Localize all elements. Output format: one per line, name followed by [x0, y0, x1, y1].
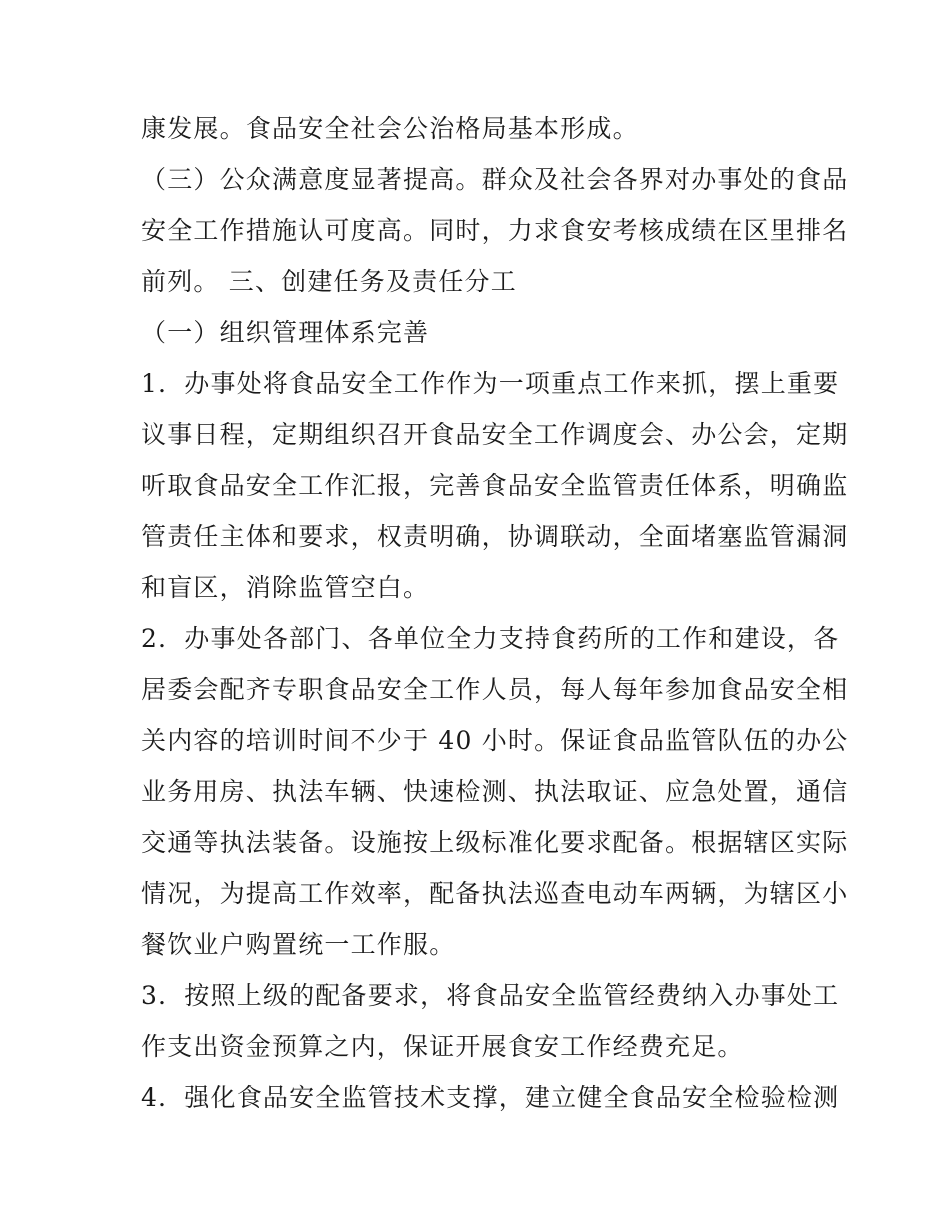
text-line: 关内容的培训时间不少于 40 小时。保证食品监管队伍的办公	[141, 726, 849, 755]
text-line: 和盲区，消除监管空白。	[141, 573, 430, 602]
text-line: 业务用房、执法车辆、快速检测、执法取证、应急处置，通信	[141, 777, 849, 806]
text-line: 餐饮业户购置统一工作服。	[141, 930, 456, 959]
text-line: 议事日程，定期组织召开食品安全工作调度会、办公会，定期	[141, 420, 849, 449]
text-line: 情况，为提高工作效率，配备执法巡查电动车两辆，为辖区小	[141, 879, 849, 908]
text-line: 居委会配齐专职食品安全工作人员，每人每年参加食品安全相	[141, 675, 849, 704]
text-line: 作支出资金预算之内，保证开展食安工作经费充足。	[141, 1032, 744, 1061]
paragraph-1-start: 1．办事处将食品安全工作作为一项重点工作来抓，摆上重要	[141, 369, 840, 398]
text-line: 交通等执法装备。设施按上级标准化要求配备。根据辖区实际	[141, 828, 849, 857]
paragraph-2-start: 2．办事处各部门、各单位全力支持食药所的工作和建设，各	[141, 624, 840, 653]
text-line: 康发展。食品安全社会公治格局基本形成。	[141, 114, 639, 143]
section-heading-3: （三）公众满意度显著提高。群众及社会各界对办事处的食品	[141, 165, 849, 194]
paragraph-3-start: 3．按照上级的配备要求，将食品安全监管经费纳入办事处工	[141, 981, 840, 1010]
paragraph-4-start: 4．强化食品安全监管技术支撑，建立健全食品安全检验检测	[141, 1083, 840, 1112]
text-line: 听取食品安全工作汇报，完善食品安全监管责任体系，明确监	[141, 471, 849, 500]
subsection-heading-1: （一）组织管理体系完善	[141, 318, 430, 347]
text-line: 管责任主体和要求，权责明确，协调联动，全面堵塞监管漏洞	[141, 522, 849, 551]
text-line: 前列。 三、创建任务及责任分工	[141, 267, 517, 296]
text-line: 安全工作措施认可度高。同时，力求食安考核成绩在区里排名	[141, 216, 849, 245]
